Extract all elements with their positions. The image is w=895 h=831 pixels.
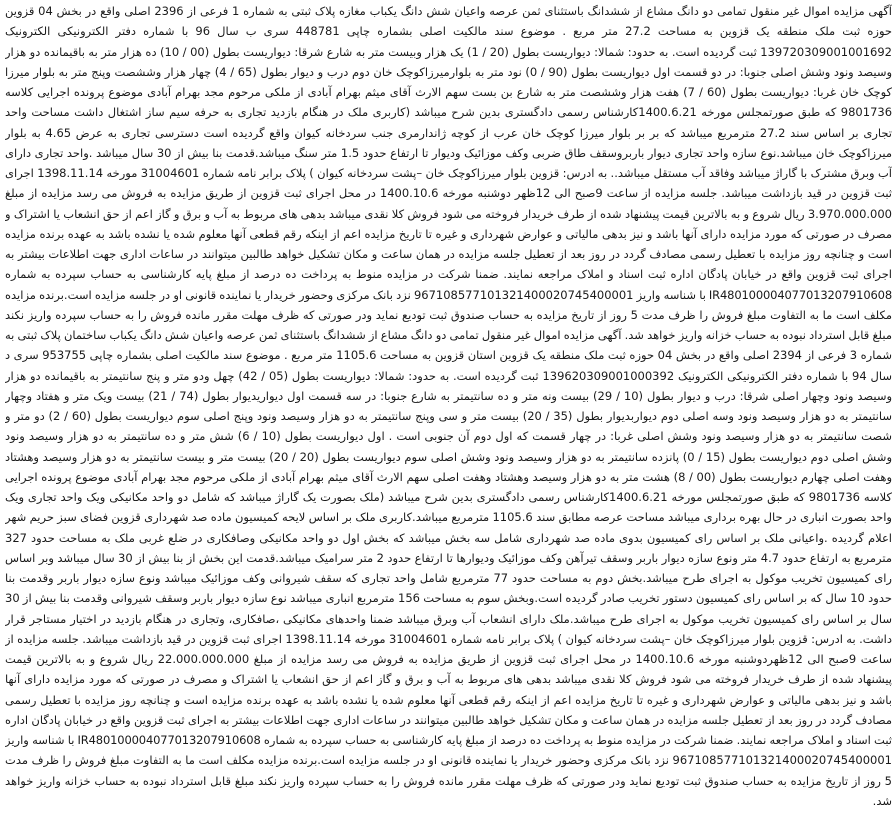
auction-notice-body: آگهی مزایده اموال غیر منقول تمامی دو دانگ مشاع از ششدانگ باستثنای ثمن عرصه واعیان شش دانگ یکباب مغازه پلاک ثبتی به شماره 1 فرعی از 2396 اصلی واقع در بخش 04 قزوین حوزه ثبت ملک منطقه یک قزوین به مساحت 27.2 متر مربع . موضوع سند مالکیت اصلی بشماره چاپی 448781 سری ب سال 96 با شماره دفتر الکترونیکی الکترونیک 139720309001001692 ثبت گردیده است. به حدود: شمالا: دیواریست بطول (20 / 1) یک هزار وبیست متر به شارع شرقا: دیواریست بطول (00 / 10) ده هزار متر به باقیمانده دو هزار وسیصد ونود وشش اصلی جنوبا: در دو قسمت اول دیواریست بطول (90 / 0) نود متر به بلوارمیرزاکوچک خان دوم درب و دیوار بطول (65 / 4) چهار هزار وششصت وپنج متر به بلوار میرزا کوچک خان غربا: دیواریست بطول (60 / 7) هفت هزار وششصت متر به شارع بن بست سهم الارث آقای میثم بهرام آبادی از ملکی مرحوم مجد بهرام آبادی موضوع پرونده اجرایی کلاسه 9801736 که طبق صورتمجلس مورخه 1400.6.21کارشناس رسمی دادگستری بدین شرح میباشد (کاربری ملک در هنگام بازدید تجاری به حرفه سیم ساز اشتغال داشت مساحت واحد تجاری بر اساس سند 27.2 مترمربع میباشد که بر بر بلوار میرزا کوچک خان عرب از کوچه ژاندارمری جنب سردخانه کیوان واقع گردیده است دسترسی تجاری به عرض 4.65 به بلوار میرزاکوچک خان میباشد.نوع سازه واحد تجاری دیوار باربروسقف طاق ضربی وکف موزائیک ودیوار تا ارتفاع حدود 1.5 متر سنگ میباشد.قدمت بنا بیش از 30 سال میباشد .واحد تجاری دارای آب وبرق مشترک با گاراژ میباشد وفاقد آب مستقل میباشد.. به ادرس: قزوین بلوار میرزاکوچک خان –پشت سردخانه کیوان ) پلاک برابر نامه شماره 31004601 مورخه 1398.11.14 اجرای ثبت قزوین در قید بازداشت میباشد. جلسه مزایده از ساعت 9صبح الی 12ظهر دوشنبه مورخه 1400.10.6 در محل اجرای ثبت قزوین از طریق مزایده به فروش می رسد مزایده از مبلغ 3.970.000.000 ریال شروع و به بالاترین قیمت پیشنهاد شده از طرف خریدار فروخته می شود فروش کلا نقدی میباشد بدهی های مربوط به آب و برق و گاز اعم از حق انشعاب یا اشتراک و مصرف در صورتی که مورد مزایده دارای آنها باشد و نیز بدهی مالیاتی و عوارض شهرداری و غیره تا تاریخ مزایده اعم از اینکه رقم قطعی آنها معلوم شده یا نشده باشد به عهده برنده مزایده است و چنانچه روز مزایده با تعطیل رسمی مصادف گردد در روز بعد از تعطیل جلسه مزایده در همان ساعت و مکان تشکیل خواهد طالبین میتوانند در ساعات اداری جهت اطلاعات بیشتر به اجرای ثبت قزوین واقع در خیابان پادگان اداره ثبت اسناد و املاک مراجعه نمایند. ضمنا شرکت در مزایده منوط به پرداخت ده درصد از مبلغ پایه کارشناسی به حساب سپرده به شماره IR480100004077013207910608 با شناسه واریز 967108577101321400020745400001 نزد بانک مرکزی وحضور خریدار یا نماینده قانونی او در جلسه مزایده است.برنده مزایده مکلف است ما به التفاوت مبلغ فروش را ظرف مدت 5 روز از تاریخ مزایده به حساب صندوق ثبت تودیع نماید ودر صورتی که ظرف مهلت مقرر مانده فروش را به حساب سپرده واریز نکند مبلغ قابل استرداد نبوده به حساب خزانه واریز خواهد شد. آگهی مزایده اموال غیر منقول تمامی دو دانگ مشاع از ششدانگ باستثنای ثمن عرصه واعیان شش دانگ یکباب ساختمان پلاک ثبتی به شماره 3 فرعی از 2394 اصلی واقع در بخش 04 حوزه ثبت ملک منطقه یک قزوین استان قزوین به مساحت 1105.6 متر مربع . موضوع سند مالکیت اصلی بشماره چاپی 953755 سری د سال 94 با شماره دفتر الکترونیکی الکترونیک 139620309001000392 ثبت گردیده است. به حدود: شمالا: دیواریست بطول (05 / 42) چهل ودو متر و پنج سانتیمتر به باقیمانده دو هزار وسیصد ونود وچهار اصلی شرقا: درب و دیوار بطول (10 / 29) بیست ونه متر و ده سانتیمتر به شارع جنوبا: در سه قسمت اول دیواریدیوار بطول (74 / 21) بیست ویک متر و هفتاد وچهار سانتیمتر به دو هزار وسیصد ونود وسه اصلی دوم دیواربدیوار بطول (35 / 20) بیست متر و سی وپنج سانتیمتر به دو هزار وسیصد ونود وپنج اصلی سوم دیواریست بطول (60 / 2) دو متر و شصت سانتیمتر به دو هزار وسیصد ونود وشش اصلی غربا: در چهار قسمت که اول دوم آن جنوبی است . اول دیواریست بطول (10 / 6) شش متر و ده سانتیمتر به دو هزار وسیصد ونود وشش اصلی دوم دیواریست بطول (15 / 0) پانزده سانتیمتر به دو هزار وسیصد ونود وشش اصلی سوم دیواریست بطول (20 / 20) بیست متر و بیست سانتیمتر به دو هزار وسیصد وهشتاد وهفت اصلی چهارم دیواریست بطول (00 / 8) هشت متر به دو هزار وسیصد وهشتاد وهفت اصلی سهم الارث آقای میثم بهرام آبادی از ملکی مرحوم مجد بهرام آبادی موضوع پرونده اجرایی کلاسه 9801736 که طبق صورتمجلس مورخه 1400.6.21کارشناس رسمی دادگستری بدین شرح میباشد (ملک بصورت یک گاراژ میباشد که شامل دو واحد مکانیکی ویک واحد تجاری ویک واحد بصورت انباری در حال بهره برداری میباشد مساحت عرصه مطابق سند 1105.6 مترمربع میباشد.کاربری ملک بر اساس لایحه کمیسیون ماده صد شهرداری قزوین فضای سبز حریم شهر اعلام گردیده .واعیانی ملک بر اساس رای کمیسیون بدوی ماده صد شهرداری شامل سه بخش میباشد که بخش اول دو واحد مکانیکی وصافکاری در ضلع غربی ملک به مساحت حدود 327 مترمربع به ارتفاع حدود 4.7 متر ونوع سازه دیوار باربر وسقف تیرآهن وکف موزائیک ودیوارها تا ارتفاع حدود 2 متر سرامیک میباشد.قدمت این بخش از بنا بیش از 30 سال میباشد وبر اساس رای کمیسیون تخریب موکول به اجرای طرح میباشد.بخش دوم به مساحت حدود 77 مترمربع شامل واحد تجاری که سقف شیروانی وکف موزائیک میباشد ونوع سازه دیوار باربر وقدمت بنا حدود 10 سال که بر اساس رای کمیسیون دستور تخریب صادر گردیده است.وبخش سوم به مساحت 156 مترمربع انباری میباشد نوع سازه دیوار باربر وسقف شیروانی وقدمت بنا بیش از 30 سال بر اساس رای کمیسیون تخریب موکول به اجرای طرح میباشد.ملک دارای انشعاب آب وبرق میباشد ضمنا واحدهای مکانیکی ،صافکاری، وتجاری در هنگام بازدید در اختیار مستاجر قرار داشت. به ادرس: قزوین بلوار میرزاکوچک خان –پشت سردخانه کیوان ) پلاک برابر نامه شماره 31004601 مورخه 1398.11.14 اجرای ثبت قزوین در قید بازداشت میباشد. جلسه مزایده از ساعت 9صبح الی 12ظهردوشنبه مورخه 1400.10.6 در محل اجرای ثبت قزوین از طریق مزایده به فروش می رسد مزایده از مبلغ 22.000.000.000 ریال شروع و به بالاترین قیمت پیشنهاد شده از طرف خریدار فروخته می شود فروش کلا نقدی میباشد بدهی های مربوط به آب و برق و گاز اعم از حق انشعاب یا اشتراک و مصرف در صورتی که مورد مزایده دارای آنها باشد و نیز بدهی مالیاتی و عوارض شهرداری و غیره تا تاریخ مزایده اعم از اینکه رقم قطعی آنها معلوم شده یا نشده باشد به عهده برنده مزایده است و چنانچه روز مزایده با تعطیل رسمی مصادف گردد در روز بعد از تعطیل جلسه مزایده در همان ساعت و مکان تشکیل خواهد طالبین میتوانند در ساعات اداری جهت اطلاعات بیشتر به اجرای ثبت قزوین واقع در خیابان پادگان اداره ثبت اسناد و املاک مراجعه نمایند. ضمنا شرکت در مزایده منوط به پرداخت ده درصد از مبلغ پایه کارشناسی به حساب سپرده به شماره IR480100004077013207910608 با شناسه واریز 967108577101321400020745400001 نزد بانک مرکزی وحضور خریدار یا نماینده قانونی او در جلسه مزایده است.برنده مزایده مکلف است ما به التفاوت مبلغ فروش را ظرف مدت 5 روز از تاریخ مزایده به حساب صندوق ثبت تودیع نماید ودر صورتی که ظرف مهلت مقرر مانده فروش را به حساب سپرده واریز نکند مبلغ قابل استرداد نبوده به حساب خزانه واریز خواهد شد. (5, 4, 892, 808)
